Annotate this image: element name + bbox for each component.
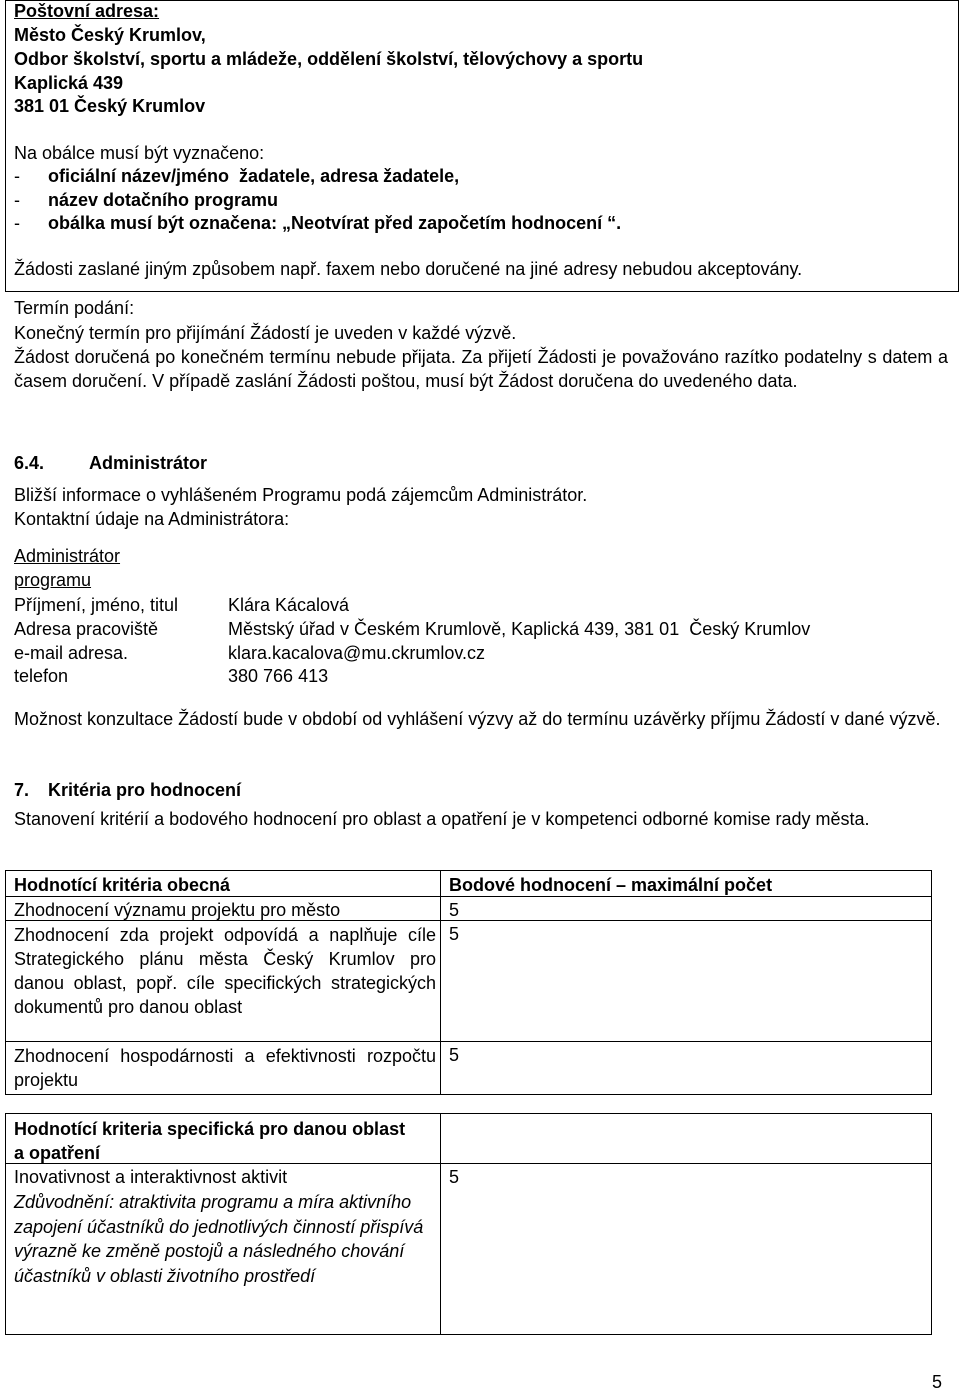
envelope-intro: Na obálce musí být vyznačeno: [14, 143, 265, 163]
table-header-points: Bodové hodnocení – maximální počet [449, 875, 773, 895]
address-line-department: Odbor školství, sportu a mládeže, oddělení školství, tělovýchovy a sportu [14, 49, 644, 69]
table-criterion: Inovativnost a interaktivnost aktivit [14, 1167, 288, 1187]
postal-address-heading: Poštovní adresa: [14, 1, 160, 21]
table-header-specific: Hodnotící kriteria specifická pro danou oblast a opatření [14, 1119, 406, 1163]
section-number: 6.4. [14, 453, 45, 473]
contact-heading: Administrátor [14, 546, 121, 566]
address-line-zip: 381 01 Český Krumlov [14, 96, 206, 116]
table-divider [5, 1041, 932, 1042]
deadline-heading: Termín podání: [14, 298, 135, 318]
table-criterion: Zhodnocení hospodárnosti a efektivnosti rozpočtu projektu [14, 1046, 436, 1090]
table-justification: Zdůvodnění: atraktivita programu a míra aktivního zapojení účastníků do jednotlivých činností přispívá výrazně ke změně postojů a následného chování účastníků v oblasti životního prostředí [14, 1192, 424, 1286]
consultation-paragraph: Možnost konzultace Žádostí bude v období od vyhlášení výzvy až do termínu uzávěrky příjmu Žádostí v dané výzvě. [14, 709, 941, 729]
delivery-note: Žádosti zaslané jiným způsobem např. faxem nebo doručené na jiné adresy nebudou akceptovány. [14, 259, 803, 279]
contact-label: telefon [14, 666, 69, 686]
deadline-line: Konečný termín pro přijímání Žádostí je uveden v každé výzvě. [14, 323, 517, 343]
envelope-item-dash: - [14, 190, 20, 210]
envelope-item-dash: - [14, 166, 20, 186]
table-points: 5 [449, 1045, 460, 1065]
table-points: 5 [449, 1167, 460, 1187]
criteria-paragraph: Stanovení kritérií a bodového hodnocení pro oblast a opatření je v kompetenci odborné komise rady města. [14, 809, 870, 829]
contact-email[interactable]: klara.kacalova@mu.ckrumlov.cz [228, 643, 486, 663]
envelope-item: název dotačního programu [48, 190, 279, 210]
section-number: 7. [14, 780, 30, 800]
table-column-divider [440, 870, 441, 1095]
envelope-item: oficiální název/jméno žadatele, adresa žadatele, [48, 166, 460, 186]
contact-heading: programu [14, 570, 92, 590]
table-header-criteria: Hodnotící kritéria obecná [14, 875, 231, 895]
address-line-city: Město Český Krumlov, [14, 25, 206, 45]
contact-label: e-mail adresa. [14, 643, 129, 663]
table-criterion: Zhodnocení významu projektu pro město [14, 900, 341, 920]
contact-label: Adresa pracoviště [14, 619, 159, 639]
contact-value: Klára Kácalová [228, 595, 350, 615]
page-number: 5 [932, 1372, 943, 1392]
table-criterion: Zhodnocení zda projekt odpovídá a naplňuje cíle Strategického plánu města Český Krumlov pro danou oblast, popř. cíle specifických strategických dokumentů pro danou oblast [14, 925, 436, 1017]
section-title: Kritéria pro hodnocení [48, 780, 242, 800]
table-points: 5 [449, 924, 460, 944]
deadline-paragraph: Žádost doručená po konečném termínu nebude přijata. Za přijetí Žádosti je považováno razítko podatelny s datem a časem doručení. V případě zaslání Žádosti poštou, musí být Žádost doručena do uvedeného data. [14, 347, 948, 391]
envelope-item-dash: - [14, 213, 20, 233]
contact-label: Příjmení, jméno, titul [14, 595, 179, 615]
info-line: Bližší informace o vyhlášeném Programu podá zájemcům Administrátor. [14, 485, 588, 505]
address-line-street: Kaplická 439 [14, 73, 124, 93]
envelope-item: obálka musí být označena: „Neotvírat před započetím hodnocení “. [48, 213, 622, 233]
table-points: 5 [449, 900, 460, 920]
contact-value: Městský úřad v Českém Krumlově, Kaplická 439, 381 01 Český Krumlov [228, 619, 811, 639]
contact-intro: Kontaktní údaje na Administrátora: [14, 509, 290, 529]
contact-value: 380 766 413 [228, 666, 329, 686]
table-column-divider [440, 1113, 441, 1335]
section-title: Administrátor [89, 453, 208, 473]
